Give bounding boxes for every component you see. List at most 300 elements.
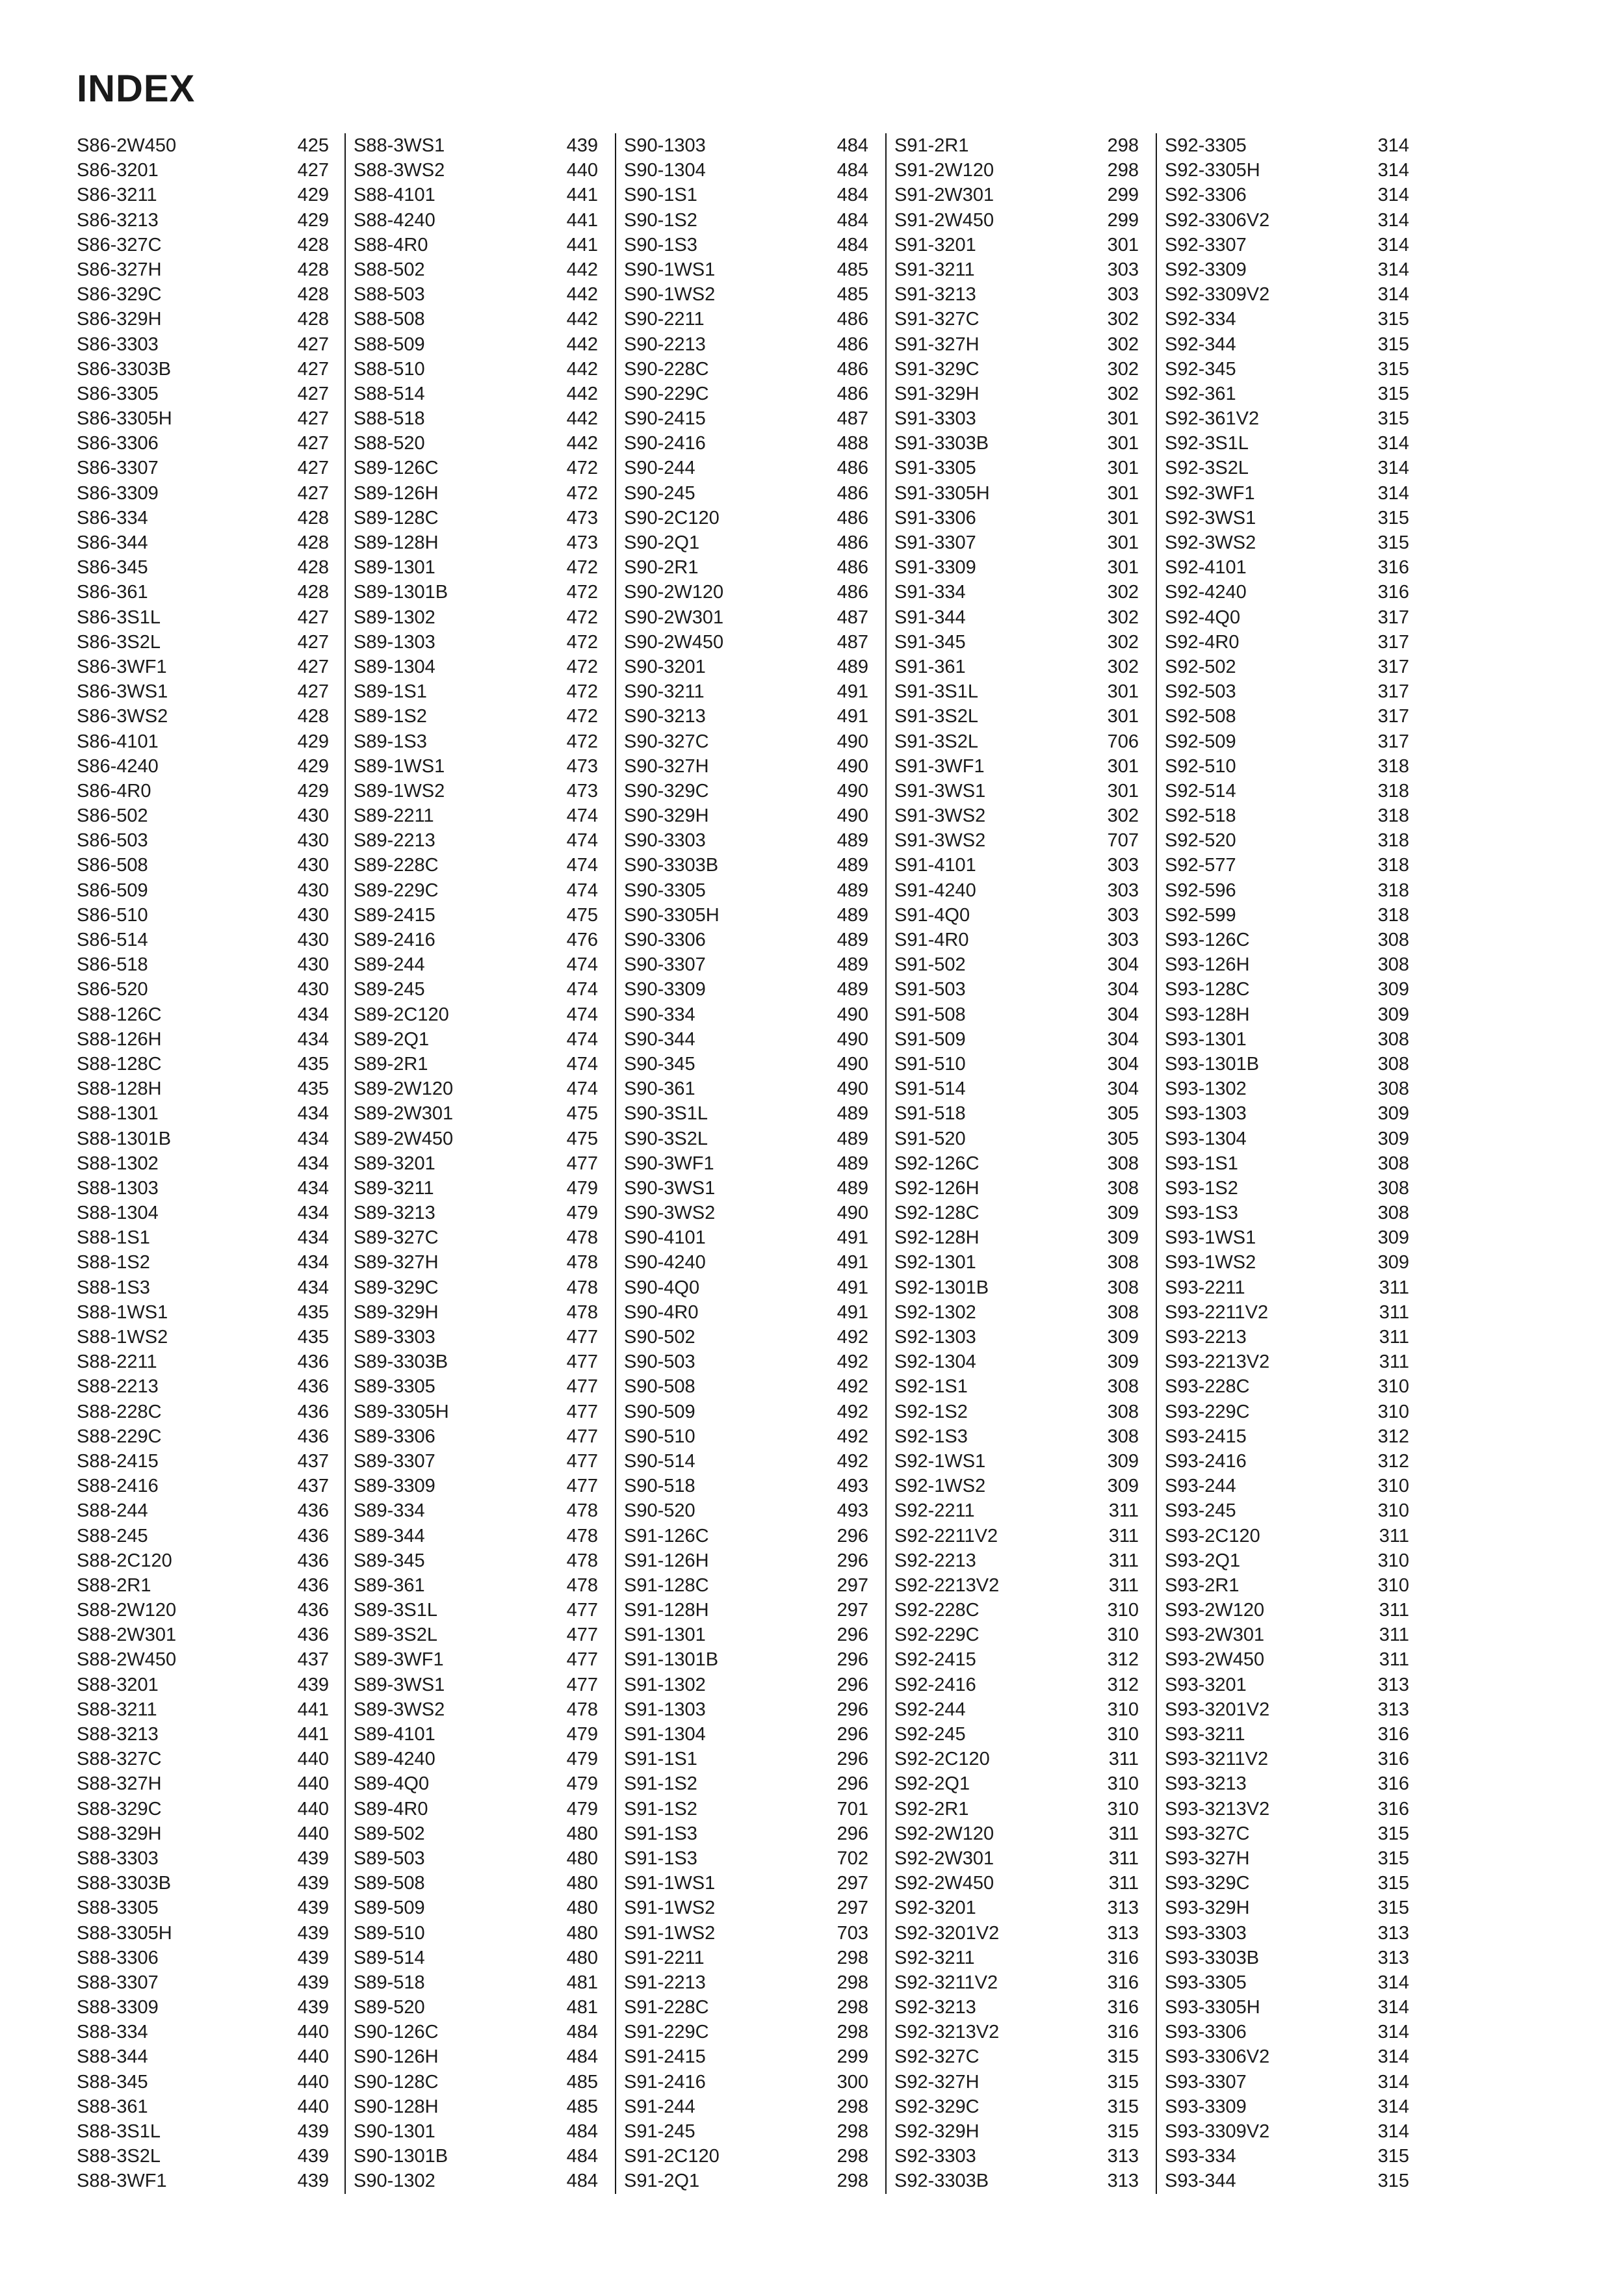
page-number: 315: [1377, 1847, 1409, 1869]
index-entry: [887, 1449, 1147, 1474]
index-entry: [1157, 952, 1417, 977]
part-code: S88-510: [354, 358, 425, 380]
page-number: 475: [566, 1103, 598, 1125]
index-entry: [77, 704, 337, 729]
index-entry: [77, 1946, 337, 1970]
index-entry: [616, 1623, 876, 1647]
index-entry: [77, 754, 337, 779]
page-number: 296: [837, 1823, 868, 1844]
index-entry: [1157, 853, 1417, 878]
page-number: 486: [837, 333, 868, 355]
part-code: S90-3305H: [624, 904, 720, 926]
page-number: 428: [297, 532, 329, 553]
page-number: 435: [297, 1327, 329, 1348]
part-code: S89-1301: [354, 557, 435, 579]
page-number: 317: [1377, 607, 1409, 628]
page-number: 311: [1108, 1500, 1139, 1522]
page-number: 318: [1377, 855, 1409, 876]
page-number: 492: [837, 1376, 868, 1398]
part-code: S86-3S1L: [77, 607, 161, 628]
page-number: 302: [1107, 805, 1139, 827]
part-code: S92-4101: [1165, 557, 1247, 579]
page-number: 314: [1377, 2022, 1409, 2043]
part-code: S90-1WS1: [624, 259, 716, 280]
index-entry: [346, 1027, 606, 1052]
index-entry: [887, 1076, 1147, 1101]
part-code: S90-3S2L: [624, 1128, 708, 1149]
index-entry: [1157, 555, 1417, 580]
index-entry: [887, 1201, 1147, 1225]
index-entry: [887, 332, 1147, 357]
index-entry: [77, 481, 337, 506]
index-entry: [887, 580, 1147, 605]
index-entry: [346, 655, 606, 679]
page-number: 434: [297, 1203, 329, 1224]
part-code: S91-2C120: [624, 2146, 720, 2167]
index-entry: [887, 1474, 1147, 1498]
page-number: 481: [566, 1997, 598, 2018]
part-code: S91-334: [894, 582, 966, 603]
part-code: S88-128H: [77, 1078, 162, 1100]
index-entry: [1157, 729, 1417, 754]
index-entry: [77, 1176, 337, 1201]
part-code: S88-3303: [77, 1847, 159, 1869]
index-entry: [616, 1002, 876, 1027]
part-code: S89-3305: [354, 1376, 435, 1398]
page-number: 442: [566, 284, 598, 306]
part-code: S91-126H: [624, 1550, 709, 1571]
part-code: S92-334: [1165, 309, 1236, 330]
index-entry: [346, 1771, 606, 1796]
part-code: S89-3306: [354, 1426, 435, 1447]
index-entry: [346, 1400, 606, 1424]
page-number: 491: [837, 681, 868, 703]
part-code: S88-3S1L: [77, 2121, 161, 2142]
part-code: S93-3306: [1165, 2022, 1247, 2043]
part-code: S90-128H: [354, 2096, 439, 2117]
index-entry: [346, 729, 606, 754]
index-entry: [77, 1970, 337, 1995]
part-code: S88-1WS1: [77, 1301, 168, 1323]
part-code: S89-2W301: [354, 1103, 454, 1125]
page-number: 427: [297, 333, 329, 355]
page-number: 706: [1107, 731, 1139, 752]
part-code: S89-345: [354, 1550, 425, 1571]
part-code: S86-503: [77, 830, 148, 852]
index-entry: [1157, 1225, 1417, 1250]
page-number: 472: [566, 631, 598, 653]
page-number: 486: [837, 358, 868, 380]
part-code: S93-1S3: [1165, 1203, 1238, 1224]
part-code: S89-128H: [354, 532, 439, 553]
part-code: S92-2W450: [894, 1873, 994, 1894]
page-number: 701: [837, 1798, 868, 1820]
page-number: 312: [1377, 1450, 1409, 1472]
index-entry: [1157, 704, 1417, 729]
page-number: 480: [566, 1823, 598, 1844]
part-code: S92-508: [1165, 706, 1236, 727]
part-code: S91-245: [624, 2121, 695, 2142]
page-number: 315: [1377, 383, 1409, 404]
page-number: 313: [1107, 2171, 1139, 2192]
part-code: S88-1S1: [77, 1227, 150, 1249]
part-code: S89-518: [354, 1972, 425, 1993]
part-code: S88-244: [77, 1500, 148, 1522]
part-code: S89-361: [354, 1574, 425, 1596]
page-number: 472: [566, 557, 598, 579]
index-entry: [346, 1747, 606, 1771]
page-number: 436: [297, 1426, 329, 1447]
page-number: 308: [1107, 1277, 1139, 1298]
page-number: 299: [837, 2046, 868, 2068]
page-number: 427: [297, 656, 329, 677]
index-entry: [616, 1797, 876, 1821]
page-number: 309: [1107, 1351, 1139, 1373]
page-number: 477: [566, 1376, 598, 1398]
index-column-2: [344, 133, 606, 2194]
page-number: 315: [1377, 309, 1409, 330]
index-entry: [1157, 580, 1417, 605]
index-entry: [77, 1697, 337, 1722]
part-code: S86-4101: [77, 731, 159, 752]
page-number: 315: [1107, 2096, 1139, 2117]
index-entry: [616, 1498, 876, 1523]
index-entry: [1157, 1350, 1417, 1374]
page-number: 308: [1377, 1078, 1409, 1100]
index-entry: [346, 2169, 606, 2193]
index-entry: [1157, 1623, 1417, 1647]
part-code: S92-2W301: [894, 1847, 994, 1869]
part-code: S91-327C: [894, 309, 980, 330]
index-entry: [346, 2020, 606, 2044]
index-entry: [77, 605, 337, 630]
page-number: 477: [566, 1476, 598, 1497]
part-code: S88-1S3: [77, 1277, 150, 1298]
part-code: S88-4240: [354, 209, 435, 231]
page-number: 479: [566, 1203, 598, 1224]
index-entry: [77, 2044, 337, 2069]
page-number: 476: [566, 930, 598, 950]
index-entry: [887, 1846, 1147, 1871]
index-entry: [346, 183, 606, 207]
index-entry: [887, 1374, 1147, 1399]
index-entry: [616, 1946, 876, 1970]
part-code: S89-509: [354, 1898, 425, 1919]
part-code: S91-1S2: [624, 1773, 697, 1795]
index-entry: [1157, 1548, 1417, 1573]
page-number: 310: [1377, 1376, 1409, 1398]
page-number: 478: [566, 1574, 598, 1596]
part-code: S88-345: [77, 2071, 148, 2093]
index-entry: [346, 208, 606, 233]
index-entry: [887, 2044, 1147, 2069]
part-code: S90-361: [624, 1078, 695, 1100]
page-number: 436: [297, 1600, 329, 1621]
index-entry: [616, 183, 876, 207]
index-entry: [346, 1474, 606, 1498]
part-code: S88-520: [354, 433, 425, 454]
page-number: 442: [566, 259, 598, 280]
index-entry: [346, 1921, 606, 1946]
index-entry: [1157, 2169, 1417, 2193]
index-entry: [616, 506, 876, 530]
page-number: 481: [566, 1972, 598, 1993]
page-number: 297: [837, 1574, 868, 1596]
page-number: 301: [1107, 234, 1139, 255]
part-code: S89-3213: [354, 1203, 435, 1224]
index-entry: [887, 1052, 1147, 1076]
page-number: 484: [566, 2121, 598, 2142]
page-number: 301: [1107, 408, 1139, 430]
index-entry: [1157, 803, 1417, 828]
page-number: 305: [1107, 1103, 1139, 1125]
page-number: 702: [837, 1847, 868, 1869]
index-entry: [1157, 1052, 1417, 1076]
page-number: 440: [297, 1749, 329, 1770]
part-code: S90-1303: [624, 135, 706, 156]
index-entry: [1157, 878, 1417, 903]
part-code: S90-329C: [624, 780, 709, 802]
part-code: S92-3305H: [1165, 160, 1260, 181]
page-number: 304: [1107, 979, 1139, 1000]
page-number: 491: [837, 1252, 868, 1273]
part-code: S86-327C: [77, 234, 162, 255]
page-number: 298: [837, 1997, 868, 2018]
part-code: S88-4101: [354, 185, 435, 206]
index-entry: [346, 1722, 606, 1747]
index-entry: [77, 952, 337, 977]
part-code: S88-3309: [77, 1997, 159, 2018]
part-code: S91-128C: [624, 1574, 709, 1596]
page-number: 475: [566, 1128, 598, 1149]
index-entry: [616, 1151, 876, 1176]
page-number: 441: [297, 1699, 329, 1720]
index-entry: [346, 1325, 606, 1350]
page-number: 315: [1377, 1823, 1409, 1844]
part-code: S93-3305: [1165, 1972, 1247, 1993]
index-entry: [616, 1821, 876, 1846]
index-entry: [77, 1300, 337, 1325]
part-code: S89-1304: [354, 656, 435, 677]
part-code: S89-329H: [354, 1301, 439, 1323]
part-code: S92-4R0: [1165, 631, 1240, 653]
part-code: S93-3211: [1165, 1724, 1245, 1745]
index-entry: [346, 1002, 606, 1027]
index-entry: [1157, 903, 1417, 928]
index-entry: [1157, 1673, 1417, 1697]
part-code: S88-3306: [77, 1947, 159, 1968]
index-entry: [346, 1673, 606, 1697]
index-entry: [616, 282, 876, 307]
index-entry: [1157, 1722, 1417, 1747]
index-entry: [346, 1498, 606, 1523]
index-entry: [1157, 1151, 1417, 1176]
index-entry: [77, 1052, 337, 1076]
part-code: S92-345: [1165, 358, 1236, 380]
part-code: S93-2W301: [1165, 1624, 1265, 1646]
part-code: S86-3303: [77, 333, 159, 355]
page-number: 440: [297, 2022, 329, 2043]
page-number: 315: [1107, 2121, 1139, 2142]
page-number: 296: [837, 1649, 868, 1671]
part-code: S90-2W120: [624, 582, 724, 603]
page-number: 489: [837, 930, 868, 950]
index-entry: [346, 357, 606, 382]
page-number: 473: [566, 532, 598, 553]
index-entry: [346, 928, 606, 952]
part-code: S93-1304: [1165, 1128, 1247, 1149]
page-number: 312: [1107, 1649, 1139, 1671]
part-code: S93-334: [1165, 2146, 1236, 2167]
part-code: S86-4R0: [77, 780, 151, 802]
index-entry: [616, 928, 876, 952]
index-entry: [887, 2144, 1147, 2169]
page-number: 478: [566, 1550, 598, 1571]
index-entry: [887, 1498, 1147, 1523]
part-code: S91-3S2L: [894, 706, 978, 727]
index-entry: [77, 1871, 337, 1896]
index-entry: [1157, 382, 1417, 406]
page-number: 442: [566, 408, 598, 430]
page-number: 486: [837, 482, 868, 504]
page-number: 434: [297, 1128, 329, 1149]
part-code: S89-2W120: [354, 1078, 454, 1100]
part-code: S89-126C: [354, 458, 439, 479]
part-code: S86-520: [77, 979, 148, 1000]
page-number: 300: [837, 2071, 868, 2093]
part-code: S90-508: [624, 1376, 695, 1398]
part-code: S92-4240: [1165, 582, 1247, 603]
index-entry: [1157, 1027, 1417, 1052]
part-code: S93-3305H: [1165, 1997, 1260, 2018]
page-number: 430: [297, 805, 329, 827]
page-number: 313: [1377, 1674, 1409, 1695]
index-entry: [887, 1225, 1147, 1250]
index-column-3: [615, 133, 876, 2194]
page-number: 441: [566, 209, 598, 231]
part-code: S91-2W301: [894, 185, 994, 206]
part-code: S90-327C: [624, 731, 709, 752]
page-number: 492: [837, 1426, 868, 1447]
part-code: S91-361: [894, 656, 966, 677]
part-code: S89-3WS2: [354, 1699, 445, 1720]
part-code: S88-3213: [77, 1724, 159, 1745]
part-code: S91-1304: [624, 1724, 706, 1745]
page-number: 311: [1108, 1873, 1139, 1894]
index-entry: [616, 1350, 876, 1374]
part-code: S92-502: [1165, 656, 1236, 677]
index-entry: [346, 1127, 606, 1151]
part-code: S88-3S2L: [77, 2146, 161, 2167]
index-entry: [77, 2094, 337, 2119]
page-number: 301: [1107, 780, 1139, 802]
part-code: S92-329H: [894, 2121, 980, 2142]
index-entry: [77, 1374, 337, 1399]
part-code: S89-3S2L: [354, 1624, 437, 1646]
index-entry: [616, 431, 876, 456]
part-code: S90-244: [624, 458, 695, 479]
page-number: 318: [1377, 904, 1409, 926]
page-number: 489: [837, 1103, 868, 1125]
page-number: 427: [297, 482, 329, 504]
page-number: 489: [837, 855, 868, 876]
page-number: 296: [837, 1550, 868, 1571]
index-entry: [346, 2070, 606, 2094]
index-entry: [1157, 1697, 1417, 1722]
index-entry: [1157, 431, 1417, 456]
page-number: 298: [1107, 160, 1139, 181]
index-entry: [346, 878, 606, 903]
index-entry: [346, 1225, 606, 1250]
index-entry: [887, 1995, 1147, 2020]
part-code: S91-128H: [624, 1600, 709, 1621]
index-entry: [616, 1598, 876, 1623]
index-entry: [1157, 679, 1417, 704]
part-code: S92-2W120: [894, 1823, 994, 1844]
part-code: S89-3303: [354, 1327, 435, 1348]
part-code: S90-1301: [354, 2121, 435, 2142]
part-code: S92-3S2L: [1165, 458, 1249, 479]
page-number: 489: [837, 830, 868, 852]
part-code: S93-244: [1165, 1476, 1236, 1497]
part-code: S91-1S3: [624, 1847, 697, 1869]
index-entry: [77, 1524, 337, 1548]
index-entry: [1157, 1250, 1417, 1275]
page-number: 298: [837, 2121, 868, 2142]
part-code: S89-3307: [354, 1450, 435, 1472]
part-code: S89-503: [354, 1847, 425, 1869]
part-code: S92-3201V2: [894, 1922, 1000, 1944]
part-code: S93-3213V2: [1165, 1798, 1270, 1820]
index-entry: [346, 2144, 606, 2169]
index-entry: [346, 977, 606, 1002]
part-code: S89-2Q1: [354, 1028, 430, 1050]
part-code: S90-1WS2: [624, 284, 716, 306]
page-number: 311: [1108, 1847, 1139, 1869]
page-number: 439: [297, 2171, 329, 2192]
part-code: S92-2213V2: [894, 1574, 1000, 1596]
index-entry: [77, 803, 337, 828]
page-number: 486: [837, 582, 868, 603]
index-entry: [346, 1374, 606, 1399]
page-number: 309: [1377, 1004, 1409, 1025]
index-entry: [887, 1325, 1147, 1350]
page-number: 472: [566, 706, 598, 727]
index-entry: [77, 1201, 337, 1225]
page-number: 304: [1107, 1004, 1139, 1025]
index-entry: [77, 1598, 337, 1623]
page-number: 436: [297, 1574, 329, 1596]
page-number: 487: [837, 631, 868, 653]
index-entry: [77, 1127, 337, 1151]
page-number: 311: [1108, 1823, 1139, 1844]
part-code: S90-344: [624, 1028, 695, 1050]
part-code: S89-334: [354, 1500, 425, 1522]
part-code: S93-1301: [1165, 1028, 1247, 1050]
part-code: S92-244: [894, 1699, 966, 1720]
page-number: 314: [1377, 259, 1409, 280]
page-number: 318: [1377, 830, 1409, 852]
part-code: S90-3309: [624, 979, 706, 1000]
index-entry: [1157, 233, 1417, 257]
page-number: 478: [566, 1227, 598, 1249]
index-entry: [346, 1846, 606, 1871]
part-code: S91-3305H: [894, 482, 990, 504]
index-entry: [1157, 2044, 1417, 2069]
part-code: S89-4Q0: [354, 1773, 430, 1795]
page-number: 314: [1377, 135, 1409, 156]
page-number: 311: [1108, 1550, 1139, 1571]
